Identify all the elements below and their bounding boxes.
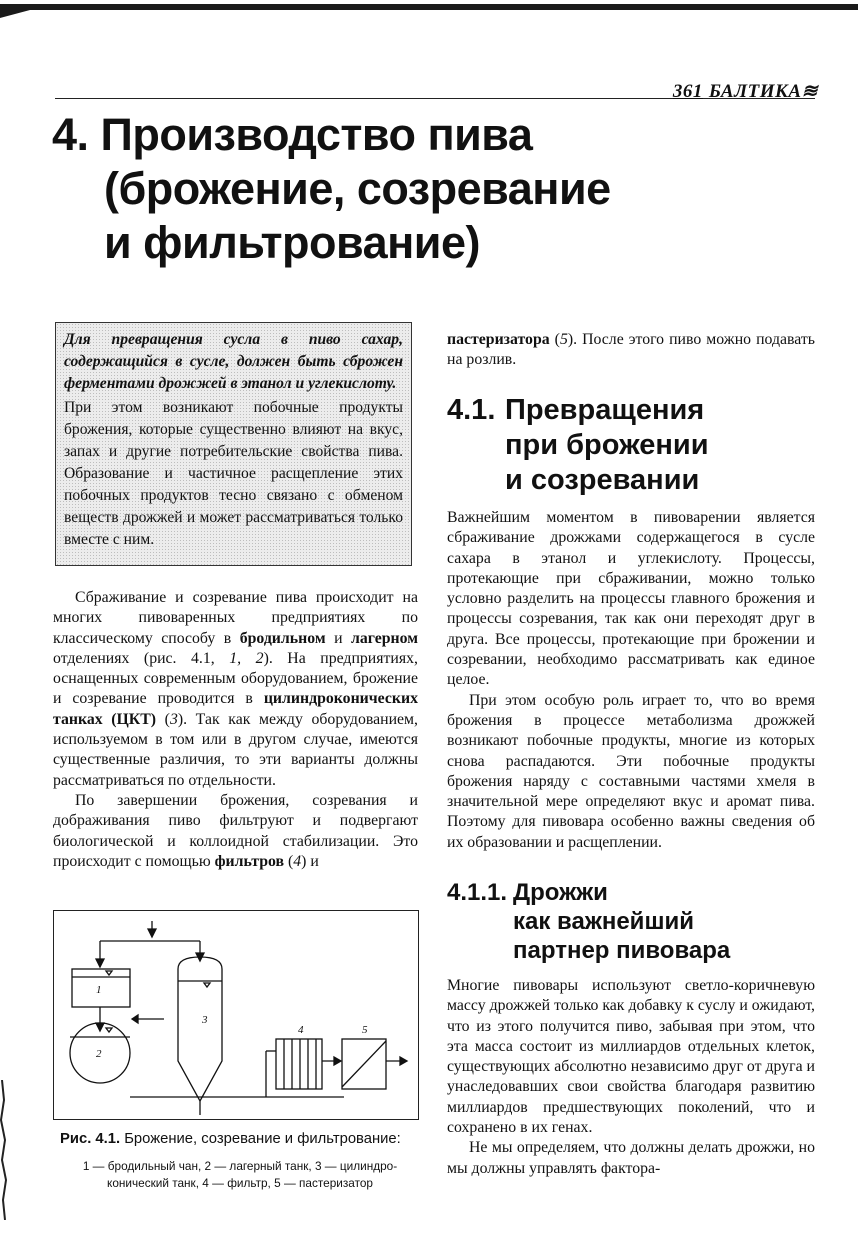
right-top-paragraph: пастеризатора (5). После этого пиво можно подавать на розлив. [447, 331, 815, 369]
right-column-top [447, 330, 815, 371]
inlet-arrow [148, 929, 156, 937]
section-4-1-paragraph-2: При этом особую роль играет то, что во время брожения в процессе метаболизма дрожжей возникают побочные продукты, многие из которых снова распадаются. Эти побочные продукты брожения наряду с составными частями хмеля в значительной мере определяют вкус и аромат пива. Поэтому для пивовара особенно важны сведения об их образовании и расщеплении. [447, 691, 815, 851]
top-border [0, 4, 858, 10]
label-1: 1 [96, 984, 102, 996]
legend-line-2: конический танк, 4 — фильтр, 5 — пастеризатор [107, 1176, 373, 1190]
chapter-title-line1: 4. Производство пива [52, 109, 533, 160]
figure-legend [50, 1158, 430, 1192]
brand-name: БАЛТИКА≋ [708, 81, 818, 102]
filter [276, 1039, 322, 1089]
chapter-title-line3: и фильтрование) [104, 217, 480, 268]
chapter-title-line2: (брожение, созревание [104, 163, 611, 214]
label-5: 5 [362, 1024, 368, 1036]
margin-scan-artifact [0, 1080, 14, 1220]
legend-line-1: 1 — бродильный чан, 2 — лагерный танк, 3 — цилиндро- [82, 1159, 398, 1173]
page-number: 361 [672, 81, 703, 102]
section-4-1-paragraph-1: Важнейшим моментом в пивоварении является сбраживание дрожжами содержащегося в сусле сахара в этанол и углекислоту. Процессы, протекающие при сбраживании, можно только условно разделить на процессы главного брожения и процессы созревания, так как они переходят друг в друга. Все процессы, протекающие при брожении и созревании, необходимо рассматривать как единое целое. [447, 509, 815, 689]
left-paragraph-2: По завершении брожения, созревания и дображивания пиво фильтруют и подвергают биологической и коллоидной стабилизации. Это происходит с помощью фильтров (4) и [53, 791, 418, 870]
section-4-1-1-text [447, 976, 815, 1179]
intro-text: При этом возникают побочные продукты брожения, которые существенно влияют на вкус, запах и другие потребительские свойства пива. Образование и частичное расщепление этих побочных продуктов тесно связано с обменом веществ дрожжей и может рассматриваться только вместе с ним. [64, 399, 403, 548]
vat-level-mark [106, 971, 112, 975]
fermentation-schematic [54, 911, 418, 1119]
left-paragraph-1: Сбраживание и созревание пива происходит на многих пивоваренных предприятиях по классическому способу в бродильном и лагерном отделениях (рис. 4.1, 1, 2). На предприятиях, оснащенных современным оборудованием, брожение и созревание проводится в цилиндроконических танках (ЦКТ) (3). Так как между оборудованием, используемом в том или в другом случае, имеются существенные различия, то эти варианты должны рассматриваться по отдельности. [53, 589, 418, 789]
label-4: 4 [298, 1024, 304, 1036]
figure-diagram [53, 910, 419, 1120]
intro-box [55, 322, 412, 566]
running-header [673, 80, 818, 103]
section-heading-4-1-1: 4.1.1. Дрожжи как важнейший партнер пивовара [447, 879, 731, 964]
label-3: 3 [202, 1014, 208, 1026]
section-4-1-1-paragraph-2: Не мы определяем, что должны делать дрожжи, но мы должны управлять фактора- [447, 1139, 815, 1177]
cylindroconical-tank [178, 957, 222, 1101]
figure-caption: Рис. 4.1. Брожение, созревание и фильтрование: [60, 1131, 401, 1147]
label-2: 2 [96, 1048, 102, 1060]
section-4-1-text [447, 508, 815, 853]
section-heading-4-1: 4.1. Превращения при брожении и созревании [447, 394, 709, 496]
intro-lead: Для превращения сусла в пиво сахар, содержащийся в сусле, должен быть сброжен ферментами дрожжей в этанол и углекислоту. [64, 331, 403, 392]
top-border-notch [0, 10, 30, 18]
left-column [53, 588, 418, 872]
section-4-1-1-paragraph-1: Многие пивовары используют светло-коричневую массу дрожжей только как добавку к суслу и ожидают, что из этого получится пиво, забывая при этом, что эта масса состоит из миллиардов отдельных клеток, существующих абсолютно независимо друг от друга и унаследовавших свои свойства благодаря развитию миллиардов предшествующих поколений, что и сохранено в их генах. [447, 977, 815, 1137]
chapter-title [52, 108, 752, 270]
